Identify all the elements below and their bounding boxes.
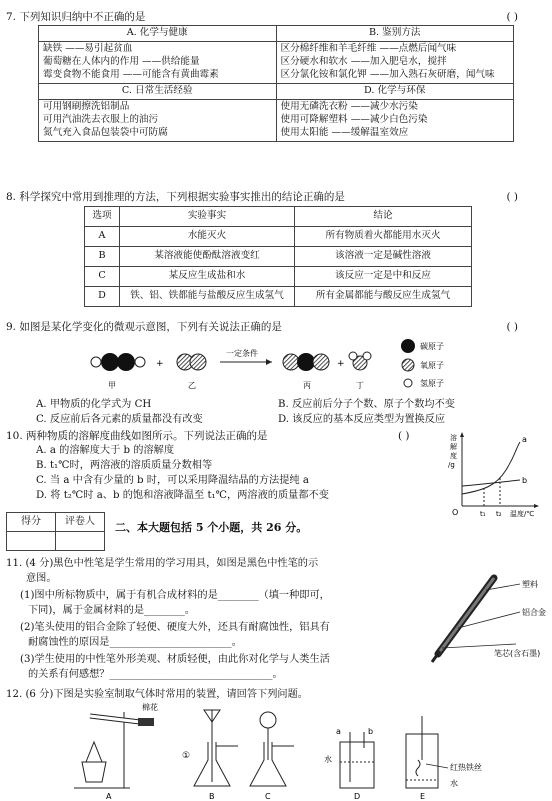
label-funnel-1: ① [182, 751, 191, 761]
label-yi: 乙 [188, 381, 196, 390]
q7-answer-paren: ( ) [506, 11, 518, 23]
curve-a [462, 442, 520, 494]
q12-stem: 12. (6 分)下图是实验室制取气体时常用的装置，请回答下列问题。 [6, 689, 308, 700]
legend-oxygen: 氧原子 [420, 361, 444, 370]
apparatus-e [406, 716, 482, 801]
svg-text:溶: 溶 [450, 434, 457, 442]
q10-option-b: B. t₁℃时，两溶液的溶质质量分数相等 [36, 460, 213, 471]
q7-d-head: D. 化学与环保 [276, 83, 514, 99]
legend-hydrogen: 氢原子 [420, 379, 444, 388]
svg-text:度: 度 [450, 452, 457, 460]
label-jia: 甲 [108, 381, 116, 390]
curve-b-label: b [522, 476, 528, 485]
table-row: A 水能灭火 所有物质着火都能用水灭火 [85, 226, 472, 246]
q7-b-body: 区分棉纤维和羊毛纤维 ——点燃后闻气味 区分硬水和软水 ——加入肥皂水，搅拌 区分氯化铵和氯化钾 ——加入熟石灰研磨，闻气味 [276, 41, 514, 83]
q10-answer-paren: ( ) [398, 430, 410, 442]
q8-answer-paren: ( ) [506, 191, 518, 203]
q9-answer-paren: ( ) [506, 321, 518, 333]
x-axis-label: 温度/℃ [510, 510, 535, 518]
molecule-yi [177, 354, 206, 370]
q8-stem: 8. 科学探究中常用到推理的方法，下列根据实验事实推出的结论正确的是 [6, 191, 345, 203]
q7-b-head: B. 鉴别方法 [276, 26, 514, 42]
apparatus-b [182, 710, 238, 801]
svg-text:t₁: t₁ [480, 510, 486, 518]
q7-c-head: C. 日常生活经验 [39, 83, 277, 99]
q7-a-head: A. 化学与健康 [39, 26, 277, 42]
q10-option-d: D. 将 t₂℃时 a、b 的饱和溶液降温至 t₁℃，两溶液的质量都不变 [36, 490, 329, 501]
label-aluminum-alloy: 铝合金 [522, 608, 546, 617]
molecule-bing [283, 353, 329, 371]
svg-text:B: B [209, 792, 215, 801]
q8-table [84, 206, 472, 307]
label-water: 水 [324, 755, 332, 764]
label-ding: 丁 [356, 381, 364, 390]
label-bing: 丙 [303, 381, 311, 390]
svg-text:t₂: t₂ [496, 510, 502, 518]
pen-figure [424, 564, 548, 664]
score-cell [7, 532, 56, 551]
apparatus-c [250, 712, 294, 801]
grader-cell [56, 532, 105, 551]
q9-option-a: A. 甲物质的化学式为 CH [36, 399, 152, 410]
q9-stem: 9. 如图是某化学变化的微观示意图，下列有关说法正确的是 [6, 321, 282, 333]
section-title: 二、本大题包括 5 个小题，共 26 分。 [115, 521, 308, 534]
svg-text:D: D [354, 792, 361, 801]
q10-option-a: A. a 的溶解度大于 b 的溶解度 [36, 445, 175, 456]
table-row: B 某溶液能使酚酞溶液变红 该溶液一定是碱性溶液 [85, 246, 472, 266]
q9-option-d: D. 该反应的基本反应类型为置换反应 [278, 414, 446, 425]
q11-stem: 11. (4 分)黑色中性笔是学生常用的学习用具，如图是黑色中性笔的示 [6, 558, 319, 569]
svg-text:b: b [368, 727, 374, 736]
q8-header-row [85, 207, 472, 227]
svg-text:水: 水 [450, 779, 458, 788]
q11-sub3: (3)学生使用的中性笔外形美观、材质轻便，由此你对化学与人类生活 [20, 654, 330, 665]
svg-text:+: + [156, 359, 164, 369]
q9-option-c: C. 反应前后各元素的质量都没有改变 [36, 414, 203, 425]
q7-a-body: 缺铁 ——易引起贫血 葡萄糖在人体内的作用 ——供给能量 霉变食物不能食用 ——可能含有黄曲霉素 [39, 41, 277, 83]
svg-text:/g: /g [448, 461, 455, 469]
molecule-jia [91, 353, 145, 371]
q11-sub2: (2)笔头使用的铝合金除了轻便、硬度大外，还具有耐腐蚀性，铝具有 [20, 622, 330, 633]
label-plastic: 塑料 [522, 580, 538, 589]
q9-option-b: B. 反应前后分子个数、原子个数均不变 [278, 399, 455, 410]
apparatus-a [74, 702, 158, 801]
score-box [6, 512, 105, 551]
label-refill: 笔芯(含石墨) [494, 649, 541, 658]
curve-a-label: a [522, 435, 527, 444]
label-cotton: 棉花 [142, 703, 158, 712]
q7-d-body: 使用无磷洗衣粉 ——减少水污染 使用可降解塑料 ——减少白色污染 使用太阳能 ——缓解温室效应 [276, 99, 514, 141]
reaction-condition: 一定条件 [226, 349, 258, 358]
grader-label: 评卷人 [56, 513, 105, 532]
molecule-ding [349, 352, 371, 370]
apparatus-d [324, 727, 374, 801]
label-iron-wire: 红热铁丝 [450, 763, 482, 772]
q7-stem: 7. 下列知识归纳中不正确的是 [6, 11, 146, 23]
q8-header-fact: 实验事实 [120, 207, 295, 227]
q10-stem: 10. 两种物质的溶解度曲线如图所示。下列说法正确的是 [6, 430, 268, 442]
q8-header-conclusion: 结论 [295, 207, 472, 227]
apparatus-figure [70, 702, 540, 801]
svg-text:A: A [106, 792, 112, 801]
svg-text:+: + [337, 359, 345, 369]
score-label: 得分 [7, 513, 56, 532]
svg-text:E: E [420, 792, 426, 801]
svg-text:O: O [452, 508, 459, 517]
q8-header-option: 选项 [85, 207, 120, 227]
q11-sub1: (1)图中所标物质中，属于有机合成材料的是________（填一种即可， [20, 590, 330, 601]
svg-text:a: a [336, 727, 341, 736]
svg-text:解: 解 [450, 443, 457, 451]
table-row: C 某反应生成盐和水 该反应一定是中和反应 [85, 266, 472, 286]
table-row: D 铁、铝、铁都能与盐酸反应生成氢气 所有金属都能与酸反应生成氢气 [85, 286, 472, 306]
legend-carbon: 碳原子 [420, 342, 444, 351]
q7-c-body: 可用钢刷擦洗铝制品 可用汽油洗去衣服上的油污 氮气充入食品包装袋中可防腐 [39, 99, 277, 141]
q10-option-c: C. 当 a 中含有少量的 b 时，可以采用降温结晶的方法提纯 a [36, 475, 309, 486]
solubility-curve-figure [444, 430, 548, 520]
q7-table [38, 25, 514, 142]
svg-text:C: C [265, 792, 271, 801]
q9-reaction-diagram [90, 336, 490, 400]
